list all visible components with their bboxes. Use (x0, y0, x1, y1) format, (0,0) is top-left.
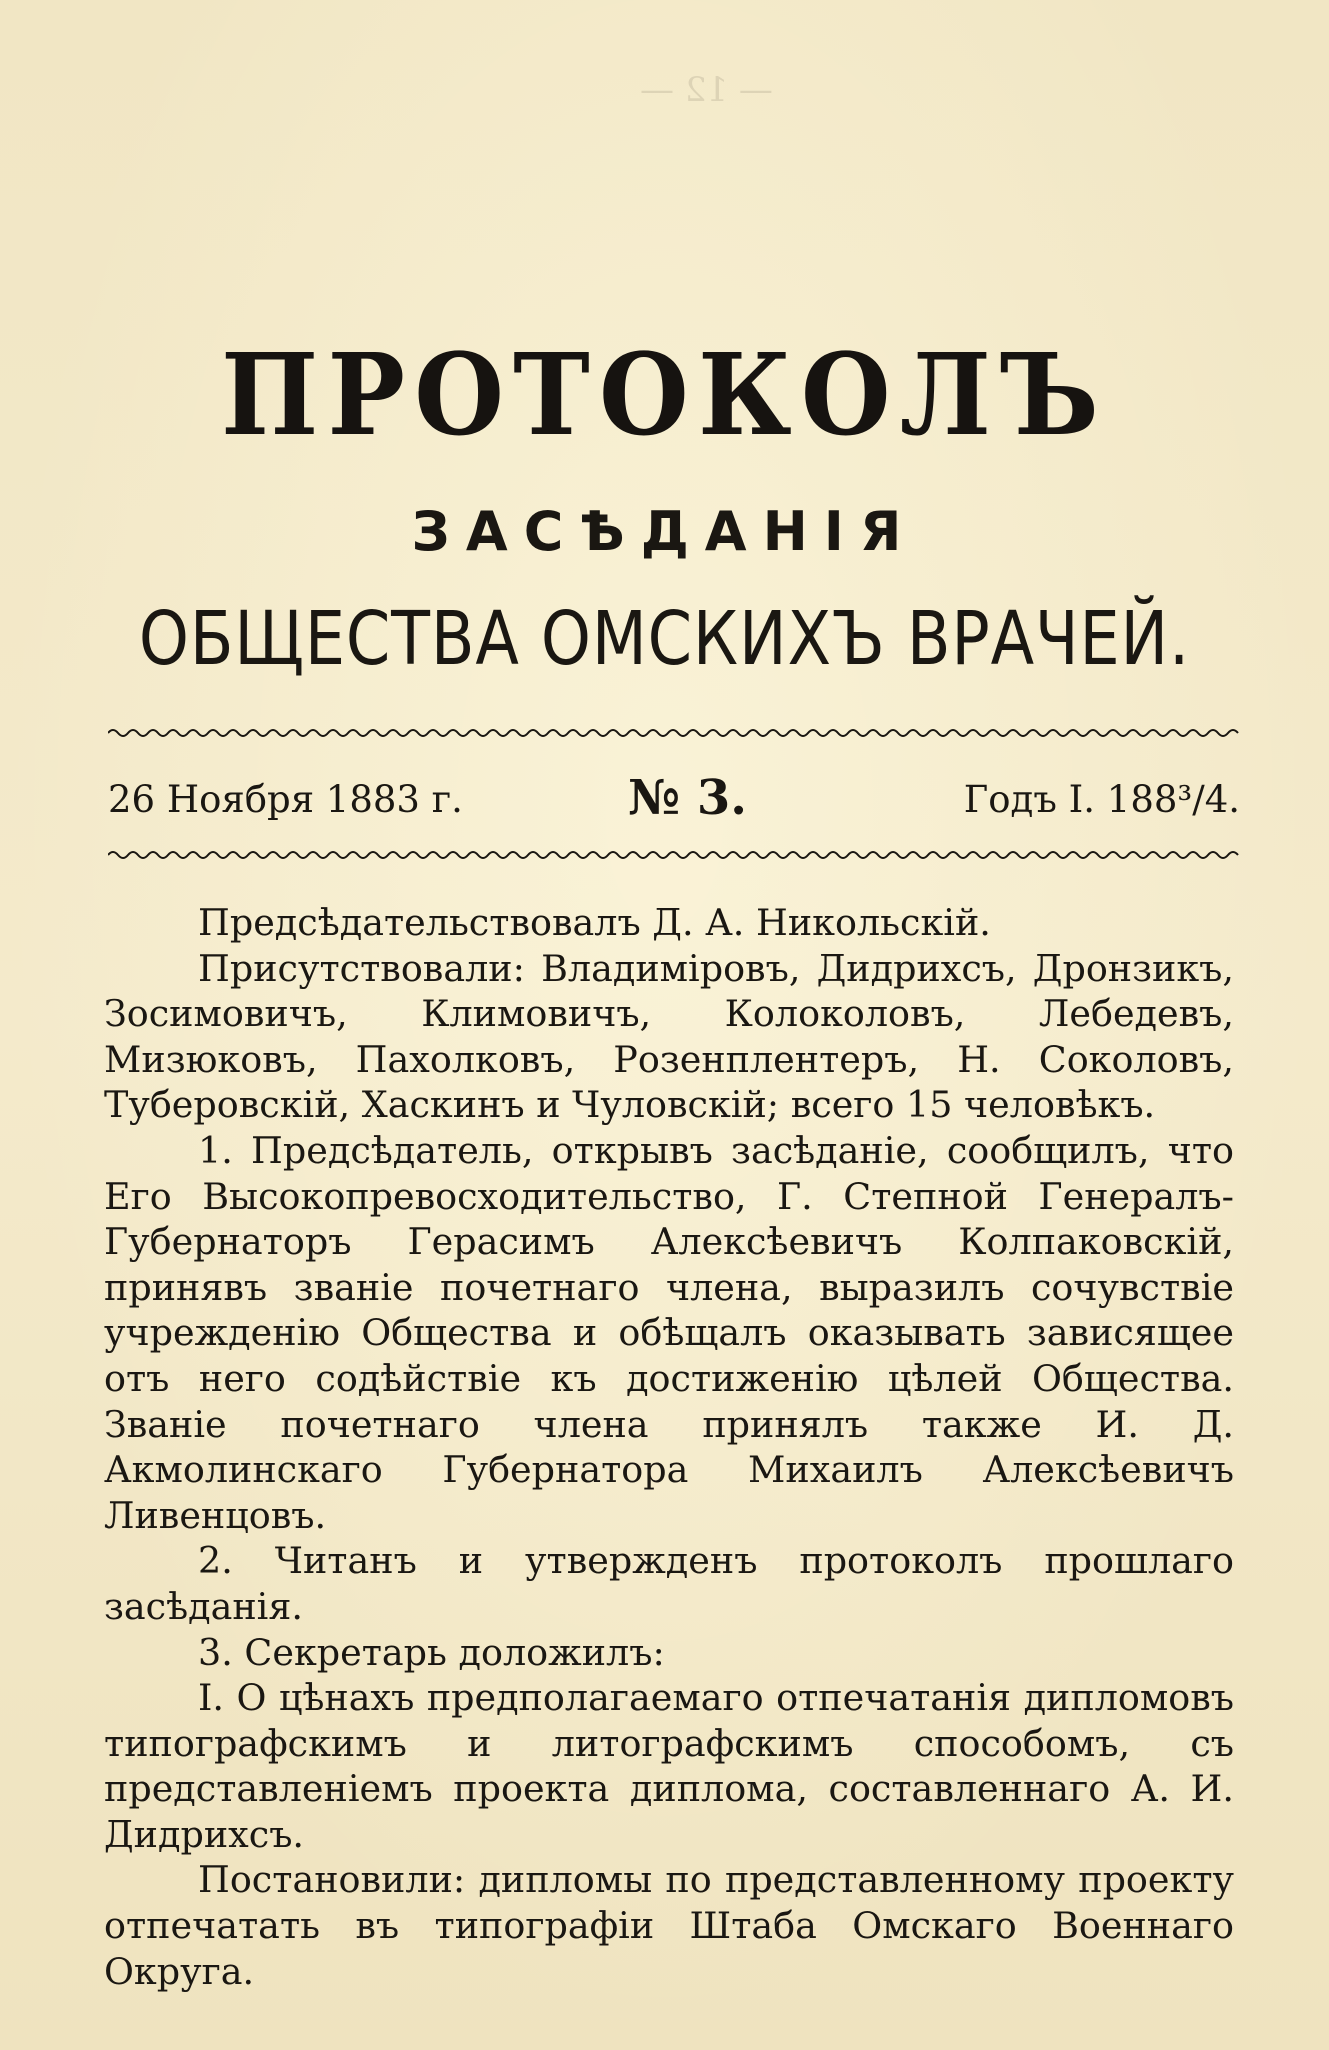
issue-number: № 3. (628, 770, 747, 826)
organization-name: ОБЩЕСТВА ОМСКИХЪ ВРАЧЕЙ. (138, 596, 1191, 682)
paragraph-attendees: Присутствовали: Владиміровъ, Дидрихсъ, Дронзикъ, Зосимовичъ, Климовичъ, Колоколовъ, Лебедевъ, Мизюковъ, Пахолковъ, Розенплентеръ, Н. Соколовъ, Туберовскій, Хаскинъ и Чуловскій; всего 15 человѣкъ. (104, 946, 1234, 1127)
document-title: ПРОТОКОЛЪ (221, 330, 1108, 461)
document-subtitle: ЗАСѢДАНІЯ (411, 500, 918, 563)
bleed-through-page-number: — 12 — (640, 70, 773, 110)
wavy-rule-top (108, 727, 1240, 739)
paragraph-item-3: 3. Секретарь доложилъ: (198, 1630, 665, 1674)
issue-date: 26 Ноября 1883 г. (108, 778, 463, 821)
paragraph-item-2: 2. Читанъ и утвержденъ протоколъ прошлаго засѣданія. (104, 1539, 1234, 1628)
wavy-rule-bottom (108, 849, 1240, 861)
paragraph-chairman: Предсѣдательствовалъ Д. А. Никольскій. (198, 901, 991, 944)
paragraph-item-3-1: I. О цѣнахъ предполагаемаго отпечатанія дипломовъ типографскимъ и литографскимъ способомъ, съ представленіемъ проекта диплома, составленнаго А. И. Дидрихсъ. (104, 1676, 1234, 1856)
issue-info-line (108, 770, 1240, 830)
paragraph-resolution: Постановили: дипломы по представленному проекту отпечатать въ типографіи Штаба Омскаго Военнаго Округа. (104, 1858, 1234, 1993)
protocol-body (104, 900, 1234, 1994)
paragraph-item-1: 1. Предсѣдатель, открывъ засѣданіе, сообщилъ, что Его Высокопревосходительство, Г. Степной Генералъ-Губернаторъ Герасимъ Алексѣевичъ Колпаковскій, принявъ званіе почетнаго члена, выразилъ сочувствіе учрежденію Общества и обѣщалъ оказывать зависящее отъ него содѣйствіе къ достиженію цѣлей Общества. Званіе почетнаго члена принялъ также И. Д. Акмолинскаго Губернатора Михаилъ Алексѣевичъ Ливенцовъ. (104, 1128, 1234, 1537)
issue-year: Годъ I. 188³/4. (963, 778, 1240, 821)
